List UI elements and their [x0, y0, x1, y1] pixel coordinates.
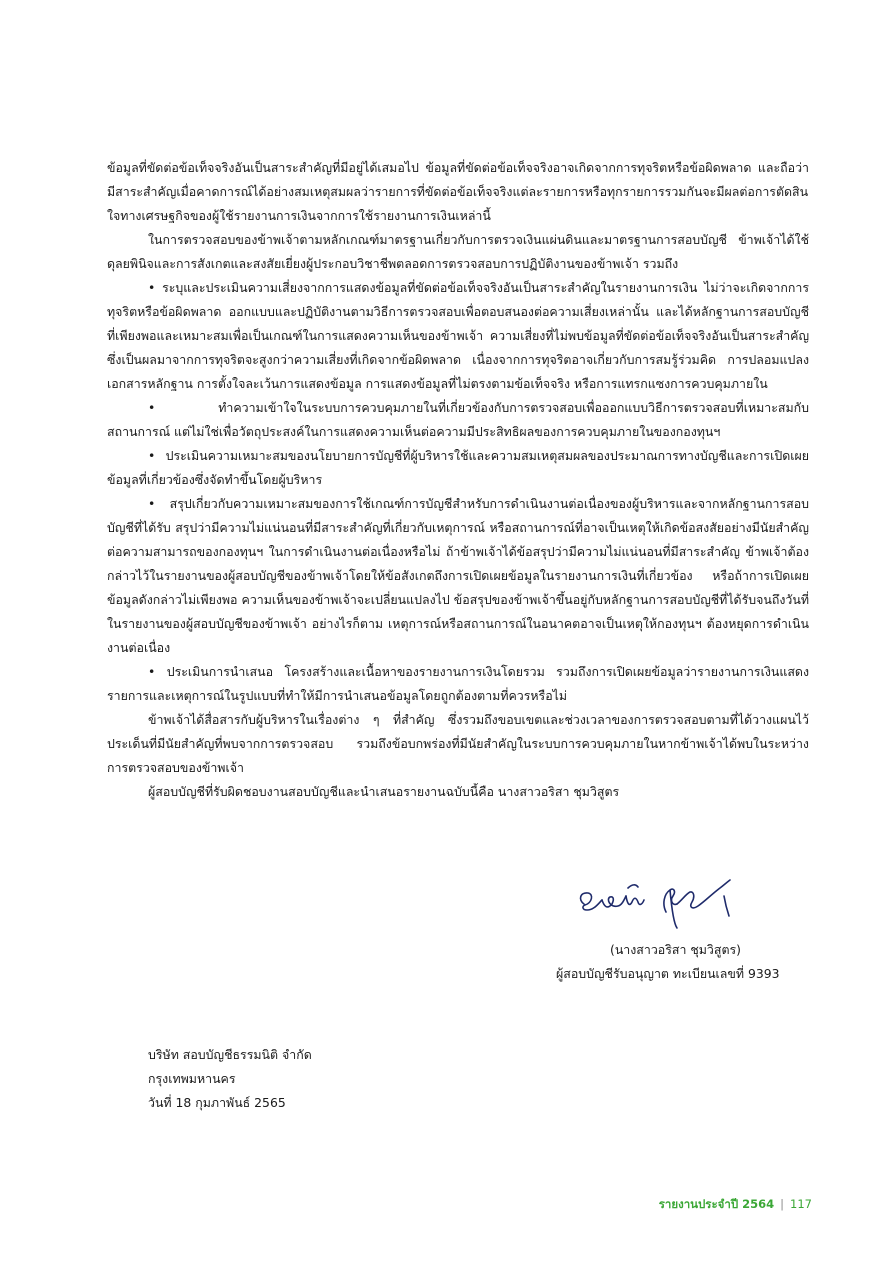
- bullet-identify-risk: • ระบุและประเมินความเสี่ยงจากการแสดงข้อมูลที่ขัดต่อข้อเท็จจริงอันเป็นสาระสำคัญในรายงานการเงิน ไม่ว่าจะเกิดจากการทุจริตหรือข้อผิดพลาด ออกแบบและปฏิบัติงานตามวิธีการตรวจสอบเพื่อตอบสนองต่อความเสี่ยงเหล่านั้น และได้หลักฐานการสอบบัญชีที่เพียงพอและเหมาะสมเพื่อเป็นเกณฑ์ในการแสดงความเห็นของข้าพเจ้า ความเสี่ยงที่ไม่พบข้อมูลที่ขัดต่อข้อเท็จจริงอันเป็นสาระสำคัญซึ่งเป็นผลมาจากการทุจริตจะสูงกว่าความเสี่ยงที่เกิดจากข้อผิดพลาด เนื่องจากการทุจริตอาจเกี่ยวกับการสมรู้ร่วมคิด การปลอมแปลงเอกสารหลักฐาน การตั้งใจละเว้นการแสดงข้อมูล การแสดงข้อมูลที่ไม่ตรงตามข้อเท็จจริง หรือการแทรกแซงการควบคุมภายใน: [107, 280, 809, 391]
- signature-block: [540, 866, 830, 986]
- handwritten-signature: [574, 866, 764, 932]
- bullet-presentation: • ประเมินการนำเสนอ โครงสร้างและเนื้อหาของรายงานการเงินโดยรวม รวมถึงการเปิดเผยข้อมูลว่ารายงานการเงินแสดงรายการและเหตุการณ์ในรูปแบบที่ทำให้มีการนำเสนอข้อมูลโดยถูกต้องตามที่ควรหรือไม่: [107, 664, 809, 703]
- paragraph-communication: ข้าพเจ้าได้สื่อสารกับผู้บริหารในเรื่องต่าง ๆ ที่สำคัญ ซึ่งรวมถึงขอบเขตและช่วงเวลาของการตรวจสอบตามที่ได้วางแผนไว้ ประเด็นที่มีนัยสำคัญที่พบจากการตรวจสอบ รวมถึงข้อบกพร่องที่มีนัยสำคัญในระบบการควบคุมภายในหากข้าพเจ้าได้พบในระหว่างการตรวจสอบของข้าพเจ้า: [107, 712, 809, 775]
- footer-report-title: รายงานประจำปี 2564: [658, 1197, 775, 1211]
- signatory-title: ผู้สอบบัญชีรับอนุญาต ทะเบียนเลขที่ 9393: [556, 966, 780, 981]
- paragraph-risk-intro: ข้อมูลที่ขัดต่อข้อเท็จจริงอันเป็นสาระสำคัญที่มีอยู่ได้เสมอไป ข้อมูลที่ขัดต่อข้อเท็จจริงอาจเกิดจากการทุจริตหรือข้อผิดพลาด และถือว่ามีสาระสำคัญเมื่อคาดการณ์ได้อย่างสมเหตุสมผลว่ารายการที่ขัดต่อข้อเท็จจริงแต่ละรายการหรือทุกรายการรวมกันจะมีผลต่อการตัดสินใจทางเศรษฐกิจของผู้ใช้รายงานการเงินจากการใช้รายงานการเงินเหล่านี้: [107, 160, 809, 223]
- report-date: วันที่ 18 กุมภาพันธ์ 2565: [148, 1095, 286, 1110]
- firm-name: บริษัท สอบบัญชีธรรมนิติ จำกัด: [148, 1047, 312, 1062]
- footer-separator: |: [780, 1197, 785, 1211]
- report-body: [107, 156, 809, 804]
- page-footer: [659, 1196, 812, 1214]
- bullet-going-concern: • สรุปเกี่ยวกับความเหมาะสมของการใช้เกณฑ์การบัญชีสำหรับการดำเนินงานต่อเนื่องของผู้บริหารและจากหลักฐานการสอบบัญชีที่ได้รับ สรุปว่ามีความไม่แน่นอนที่มีสาระสำคัญที่เกี่ยวกับเหตุการณ์ หรือสถานการณ์ที่อาจเป็นเหตุให้เกิดข้อสงสัยอย่างมีนัยสำคัญต่อความสามารถของกองทุนฯ ในการดำเนินงานต่อเนื่องหรือไม่ ถ้าข้าพเจ้าได้ข้อสรุปว่ามีความไม่แน่นอนที่มีสาระสำคัญ ข้าพเจ้าต้องกล่าวไว้ในรายงานของผู้สอบบัญชีของข้าพเจ้าโดยให้ข้อสังเกตถึงการเปิดเผยข้อมูลในรายงานการเงินที่เกี่ยวข้อง หรือถ้าการเปิดเผยข้อมูลดังกล่าวไม่เพียงพอ ความเห็นของข้าพเจ้าจะเปลี่ยนแปลงไป ข้อสรุปของข้าพเจ้าขึ้นอยู่กับหลักฐานการสอบบัญชีที่ได้รับจนถึงวันที่ในรายงานของผู้สอบบัญชีของข้าพเจ้า อย่างไรก็ตาม เหตุการณ์หรือสถานการณ์ในอนาคตอาจเป็นเหตุให้กองทุนฯ ต้องหยุดการดำเนินงานต่อเนื่อง: [107, 496, 809, 655]
- paragraph-audit-judgement: ในการตรวจสอบของข้าพเจ้าตามหลักเกณฑ์มาตรฐานเกี่ยวกับการตรวจเงินแผ่นดินและมาตรฐานการสอบบัญชี ข้าพเจ้าได้ใช้ดุลยพินิจและการสังเกตและสงสัยเยี่ยงผู้ประกอบวิชาชีพตลอดการตรวจสอบการปฏิบัติงานของข้าพเจ้า รวมถึง: [107, 232, 809, 271]
- page-number: 117: [790, 1197, 812, 1211]
- firm-city: กรุงเทพมหานคร: [148, 1071, 236, 1086]
- firm-block: [148, 1043, 312, 1115]
- bullet-internal-control: • ทำความเข้าใจในระบบการควบคุมภายในที่เกี่ยวข้องกับการตรวจสอบเพื่อออกแบบวิธีการตรวจสอบที่เหมาะสมกับสถานการณ์ แต่ไม่ใช่เพื่อวัตถุประสงค์ในการแสดงความเห็นต่อความมีประสิทธิผลของการควบคุมภายในของกองทุนฯ: [107, 400, 809, 439]
- signatory-name: (นางสาวอริสา ชุมวิสูตร): [610, 942, 741, 957]
- bullet-accounting-policy: • ประเมินความเหมาะสมของนโยบายการบัญชีที่ผู้บริหารใช้และความสมเหตุสมผลของประมาณการทางบัญชีและการเปิดเผยข้อมูลที่เกี่ยวข้องซึ่งจัดทำขึ้นโดยผู้บริหาร: [107, 448, 809, 487]
- paragraph-responsible-auditor: ผู้สอบบัญชีที่รับผิดชอบงานสอบบัญชีและนำเสนอรายงานฉบับนี้คือ นางสาวอริสา ชุมวิสูตร: [148, 784, 620, 799]
